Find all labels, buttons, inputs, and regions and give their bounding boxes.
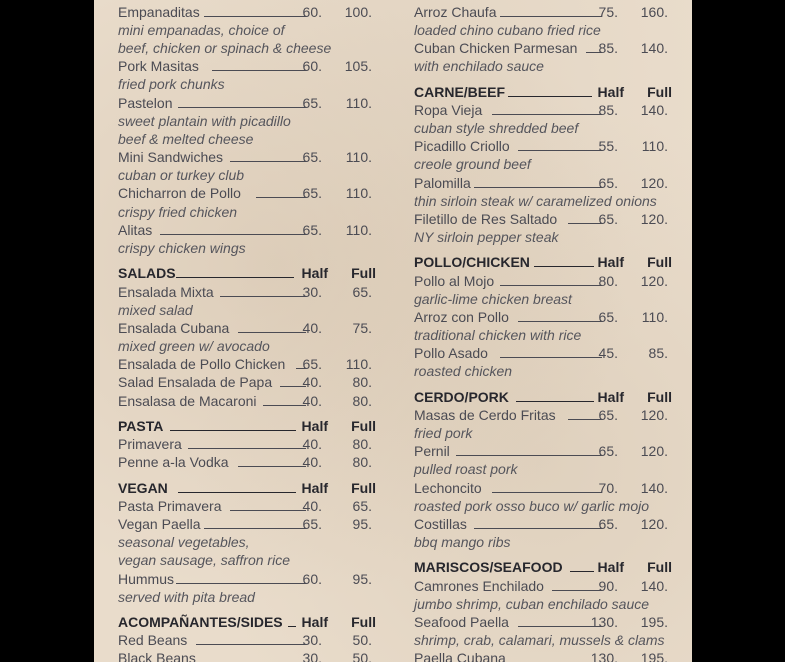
- half-price: 65.: [302, 95, 322, 111]
- full-label: Full: [351, 418, 376, 434]
- half-price: 65.: [302, 356, 322, 372]
- leader-line: [238, 466, 306, 467]
- menu-item: [414, 39, 672, 57]
- item-description: NY sirloin pepper steak: [414, 229, 559, 245]
- item-name: Hummus: [118, 571, 175, 587]
- leader-line: [500, 357, 602, 358]
- leader-line: [263, 405, 306, 406]
- item-name: Ensalasa de Macaroni: [118, 393, 257, 409]
- half-price: 65.: [302, 185, 322, 201]
- half-label: Half: [301, 265, 328, 281]
- menu-item: [118, 319, 376, 337]
- leader-line: [492, 492, 602, 493]
- item-description: seasonal vegetables,: [118, 534, 250, 550]
- full-price: 140.: [640, 102, 668, 118]
- half-price: 90.: [598, 578, 618, 594]
- item-name: Ensalada de Pollo Chicken: [118, 356, 286, 372]
- half-label: Half: [301, 614, 328, 630]
- leader-line: [170, 430, 296, 431]
- item-name: Ropa Vieja: [414, 102, 483, 118]
- half-price: 65.: [598, 443, 618, 459]
- menu-item: [414, 3, 672, 21]
- section-header: [414, 558, 672, 576]
- half-price: 40.: [302, 454, 322, 470]
- menu-page: [94, 0, 692, 662]
- item-name: Chicharron de Pollo: [118, 185, 241, 201]
- full-price: 95.: [352, 571, 372, 587]
- half-price: 40.: [302, 320, 322, 336]
- full-price: 140.: [640, 40, 668, 56]
- leader-line: [230, 510, 306, 511]
- item-name: Pastelon: [118, 95, 173, 111]
- full-price: 110.: [345, 95, 372, 111]
- half-price: 130.: [590, 650, 618, 662]
- menu-item: [118, 515, 376, 533]
- section-title: MARISCOS/SEAFOOD: [414, 559, 563, 575]
- half-price: 65.: [598, 309, 618, 325]
- full-price: 110.: [345, 185, 372, 201]
- menu-item: [118, 3, 376, 21]
- item-name: Arroz con Pollo: [414, 309, 509, 325]
- half-price: 40.: [302, 374, 322, 390]
- half-price: 85.: [598, 40, 618, 56]
- item-description: garlic-lime chicken breast: [414, 291, 572, 307]
- half-label: Half: [597, 84, 624, 100]
- half-price: 85.: [598, 102, 618, 118]
- menu-item: [118, 497, 376, 515]
- menu-item: [414, 442, 672, 460]
- full-price: 120.: [640, 211, 668, 227]
- leader-line: [518, 150, 602, 151]
- item-description: cuban or turkey club: [118, 167, 245, 183]
- full-price: 195.: [640, 650, 668, 662]
- menu-item: [118, 94, 376, 112]
- half-price: 65.: [598, 516, 618, 532]
- half-label: Half: [597, 254, 624, 270]
- full-price: 160.: [640, 4, 668, 20]
- leader-line: [196, 644, 306, 645]
- item-name: Alitas: [118, 222, 153, 238]
- item-description: crispy chicken wings: [118, 240, 246, 256]
- full-label: Full: [351, 614, 376, 630]
- item-name: Vegan Paella: [118, 516, 201, 532]
- full-price: 65.: [352, 498, 372, 514]
- full-price: 80.: [352, 436, 372, 452]
- leader-line: [516, 401, 594, 402]
- half-price: 70.: [598, 480, 618, 496]
- item-name: Masas de Cerdo Fritas: [414, 407, 556, 423]
- half-price: 65.: [302, 222, 322, 238]
- item-name: Filetillo de Res Saltado: [414, 211, 558, 227]
- section-header: [118, 417, 376, 435]
- half-price: 40.: [302, 498, 322, 514]
- half-price: 40.: [302, 393, 322, 409]
- full-label: Full: [351, 480, 376, 496]
- section-header: [118, 264, 376, 282]
- menu-item: [118, 631, 376, 649]
- half-price: 80.: [598, 273, 618, 289]
- section-title: CERDO/PORK: [414, 389, 509, 405]
- leader-line: [230, 161, 306, 162]
- leader-line: [178, 492, 296, 493]
- item-name: Pasta Primavera: [118, 498, 222, 514]
- item-description: roasted chicken: [414, 363, 513, 379]
- section-header: [118, 613, 376, 631]
- menu-item: [414, 137, 672, 155]
- item-description: shrimp, crab, calamari, mussels & clams: [414, 632, 665, 648]
- leader-line: [204, 528, 306, 529]
- menu-item: [414, 649, 672, 662]
- menu-item: [414, 406, 672, 424]
- menu-item: [118, 355, 376, 373]
- full-price: 110.: [641, 309, 668, 325]
- half-price: 30.: [302, 632, 322, 648]
- full-price: 110.: [345, 222, 372, 238]
- item-name: Arroz Chaufa: [414, 4, 497, 20]
- full-price: 120.: [640, 273, 668, 289]
- menu-item: [118, 148, 376, 166]
- item-name: Seafood Paella: [414, 614, 509, 630]
- menu-item: [414, 577, 672, 595]
- half-price: 130.: [590, 614, 618, 630]
- full-price: 110.: [345, 356, 372, 372]
- item-name: Pollo Asado: [414, 345, 488, 361]
- half-price: 60.: [302, 4, 322, 20]
- menu-item: [118, 184, 376, 202]
- item-name: Palomilla: [414, 175, 471, 191]
- menu-item: [414, 174, 672, 192]
- item-name: Penne a-la Vodka: [118, 454, 229, 470]
- item-description: thin sirloin steak w/ caramelized onions: [414, 193, 657, 209]
- item-description: jumbo shrimp, cuban enchilado sauce: [414, 596, 650, 612]
- item-description: with enchilado sauce: [414, 58, 544, 74]
- item-description: crispy fried chicken: [118, 204, 238, 220]
- leader-line: [220, 296, 306, 297]
- leader-line: [492, 114, 602, 115]
- half-label: Half: [597, 389, 624, 405]
- menu-item: [118, 283, 376, 301]
- item-description: fried pork: [414, 425, 473, 441]
- section-title: CARNE/BEEF: [414, 84, 506, 100]
- half-label: Half: [301, 480, 328, 496]
- leader-line: [508, 96, 592, 97]
- item-name: Paella Cubana: [414, 650, 506, 662]
- half-price: 60.: [302, 571, 322, 587]
- item-description: creole ground beef: [414, 156, 531, 172]
- item-description: pulled roast pork: [414, 461, 518, 477]
- item-description: mixed green w/ avocado: [118, 338, 270, 354]
- menu-item: [118, 392, 376, 410]
- leader-line: [570, 571, 594, 572]
- full-price: 120.: [640, 443, 668, 459]
- menu-item: [414, 272, 672, 290]
- section-title: VEGAN: [118, 480, 168, 496]
- item-description: fried pork chunks: [118, 76, 225, 92]
- menu-item: [118, 221, 376, 239]
- menu-item: [118, 453, 376, 471]
- item-name: Pernil: [414, 443, 450, 459]
- item-description: beef & melted cheese: [118, 131, 254, 147]
- leader-line: [568, 419, 602, 420]
- full-price: 140.: [640, 480, 668, 496]
- leader-line: [256, 197, 306, 198]
- leader-line: [500, 285, 602, 286]
- item-name: Picadillo Criollo: [414, 138, 510, 154]
- item-name: Pollo al Mojo: [414, 273, 495, 289]
- leader-line: [176, 583, 306, 584]
- item-description: loaded chino cubano fried rice: [414, 22, 601, 38]
- full-label: Full: [351, 265, 376, 281]
- half-price: 60.: [302, 58, 322, 74]
- section-title: POLLO/CHICKEN: [414, 254, 530, 270]
- menu-item: [414, 613, 672, 631]
- item-name: Mini Sandwiches: [118, 149, 224, 165]
- leader-line: [568, 223, 602, 224]
- item-name: Salad Ensalada de Papa: [118, 374, 273, 390]
- menu-item: [118, 649, 376, 662]
- full-price: 50.: [352, 650, 372, 662]
- leader-line: [518, 321, 602, 322]
- leader-line: [534, 266, 594, 267]
- half-price: 30.: [302, 284, 322, 300]
- leader-line: [178, 107, 306, 108]
- item-description: cuban style shredded beef: [414, 120, 579, 136]
- section-header: [414, 253, 672, 271]
- full-label: Full: [647, 559, 672, 575]
- full-price: 65.: [352, 284, 372, 300]
- section-title: PASTA: [118, 418, 164, 434]
- full-label: Full: [647, 389, 672, 405]
- menu-item: [118, 435, 376, 453]
- leader-line: [518, 626, 602, 627]
- leader-line: [474, 528, 602, 529]
- menu-item: [414, 344, 672, 362]
- menu-item: [118, 57, 376, 75]
- full-price: 140.: [640, 578, 668, 594]
- full-price: 195.: [640, 614, 668, 630]
- menu-item: [118, 570, 376, 588]
- leader-line: [552, 590, 602, 591]
- full-price: 120.: [640, 175, 668, 191]
- item-name: Ensalada Mixta: [118, 284, 214, 300]
- full-price: 50.: [352, 632, 372, 648]
- item-name: Costillas: [414, 516, 467, 532]
- full-price: 80.: [352, 393, 372, 409]
- leader-line: [474, 187, 602, 188]
- item-description: served with pita bread: [118, 589, 255, 605]
- item-name: Camrones Enchilado: [414, 578, 544, 594]
- item-name: Cuban Chicken Parmesan: [414, 40, 578, 56]
- item-name: Lechoncito: [414, 480, 482, 496]
- full-price: 75.: [352, 320, 372, 336]
- item-description: beef, chicken or spinach & cheese: [118, 40, 332, 56]
- full-price: 80.: [352, 374, 372, 390]
- half-price: 55.: [598, 138, 618, 154]
- half-price: 45.: [598, 345, 618, 361]
- half-label: Half: [301, 418, 328, 434]
- item-description: traditional chicken with rice: [414, 327, 582, 343]
- section-title: SALADS: [118, 265, 176, 281]
- item-name: Pork Masitas: [118, 58, 199, 74]
- item-description: roasted pork osso buco w/ garlic mojo: [414, 498, 649, 514]
- menu-item: [414, 308, 672, 326]
- section-header: [414, 83, 672, 101]
- half-price: 65.: [598, 407, 618, 423]
- item-description: sweet plantain with picadillo: [118, 113, 291, 129]
- half-price: 65.: [598, 175, 618, 191]
- leader-line: [160, 234, 306, 235]
- item-description: bbq mango ribs: [414, 534, 511, 550]
- half-price: 65.: [302, 149, 322, 165]
- leader-line: [238, 332, 306, 333]
- half-price: 75.: [598, 4, 618, 20]
- menu-item: [414, 101, 672, 119]
- full-price: 110.: [345, 149, 372, 165]
- item-description: mixed salad: [118, 302, 193, 318]
- item-description: vegan sausage, saffron rice: [118, 552, 290, 568]
- full-price: 95.: [352, 516, 372, 532]
- half-price: 65.: [598, 211, 618, 227]
- section-title: ACOMPAÑANTES/SIDES: [118, 614, 283, 630]
- full-label: Full: [647, 84, 672, 100]
- full-price: 110.: [641, 138, 668, 154]
- leader-line: [500, 16, 602, 17]
- leader-line: [188, 448, 306, 449]
- full-price: 85.: [648, 345, 668, 361]
- item-name: Ensalada Cubana: [118, 320, 230, 336]
- half-price: 65.: [302, 516, 322, 532]
- full-price: 120.: [640, 407, 668, 423]
- item-name: Primavera: [118, 436, 182, 452]
- leader-line: [288, 626, 296, 627]
- full-price: 100.: [344, 4, 372, 20]
- item-name: Red Beans: [118, 632, 188, 648]
- section-header: [118, 479, 376, 497]
- leader-line: [456, 455, 602, 456]
- leader-line: [204, 16, 306, 17]
- full-price: 120.: [640, 516, 668, 532]
- item-name: Empanaditas: [118, 4, 200, 20]
- half-label: Half: [597, 559, 624, 575]
- full-price: 105.: [344, 58, 372, 74]
- menu-item: [414, 515, 672, 533]
- menu-item: [118, 373, 376, 391]
- leader-line: [212, 70, 306, 71]
- section-header: [414, 388, 672, 406]
- half-price: 30.: [302, 650, 322, 662]
- item-name: Black Beans: [118, 650, 196, 662]
- menu-item: [414, 210, 672, 228]
- full-label: Full: [647, 254, 672, 270]
- half-price: 40.: [302, 436, 322, 452]
- full-price: 80.: [352, 454, 372, 470]
- leader-line: [176, 277, 294, 278]
- item-description: mini empanadas, choice of: [118, 22, 285, 38]
- menu-item: [414, 479, 672, 497]
